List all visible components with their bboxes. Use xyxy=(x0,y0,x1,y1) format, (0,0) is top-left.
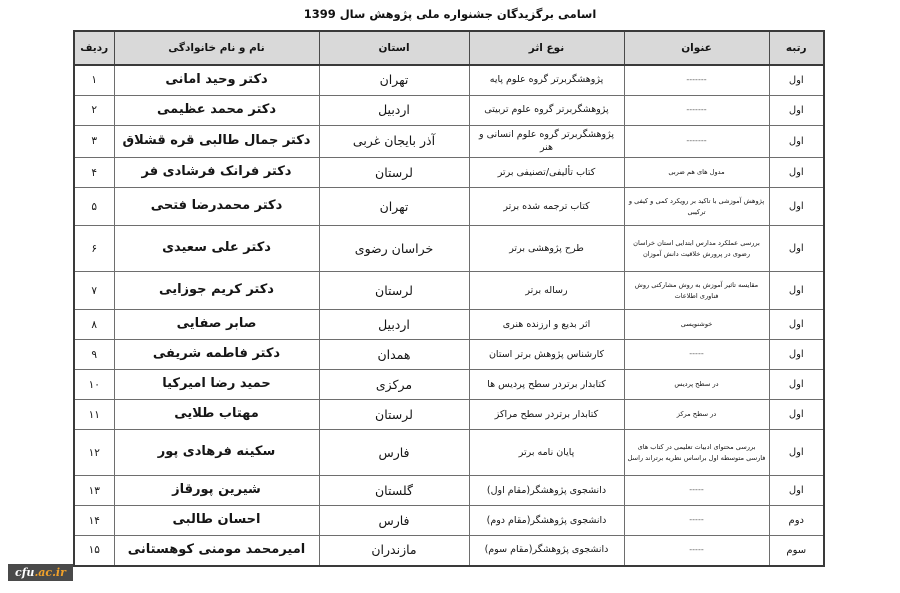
table-row xyxy=(74,506,824,536)
cell-province: لرستان xyxy=(319,400,469,430)
cell-rank: اول xyxy=(769,310,824,340)
award-table-container xyxy=(75,30,825,567)
page-title: اسامی برگزیدگان جشنواره ملی پژوهش سال 1399 xyxy=(303,7,597,21)
cell-name: احسان طالبی xyxy=(114,506,319,536)
cell-rank: اول xyxy=(769,430,824,476)
column-header-province: استان xyxy=(319,31,469,65)
cell-name: دکتر وحید امانی xyxy=(114,65,319,95)
cell-province: تهران xyxy=(319,188,469,226)
table-row xyxy=(74,226,824,272)
cell-rank: اول xyxy=(769,340,824,370)
cell-name: صابر صفایی xyxy=(114,310,319,340)
cell-radif: ۱۲ xyxy=(74,430,114,476)
cell-title: ----- xyxy=(624,476,769,506)
cell-radif: ۲ xyxy=(74,95,114,125)
cell-type: پایان نامه برتر xyxy=(469,430,624,476)
cell-title: ------- xyxy=(624,95,769,125)
cell-title: ----- xyxy=(624,536,769,566)
cell-radif: ۶ xyxy=(74,226,114,272)
table-row xyxy=(74,400,824,430)
cell-title: مدول های هم ضربی xyxy=(624,158,769,188)
cell-title: مقایسه تاثیر آموزش به روش مشارکتی روش فناوری اطلاعات xyxy=(624,272,769,310)
cell-rank: اول xyxy=(769,476,824,506)
table-row xyxy=(74,430,824,476)
column-header-title: عنوان xyxy=(624,31,769,65)
cell-type: دانشجوی پژوهشگر(مقام سوم) xyxy=(469,536,624,566)
table-row xyxy=(74,340,824,370)
cell-type: رساله برتر xyxy=(469,272,624,310)
cell-type: کتاب ترجمه شده برتر xyxy=(469,188,624,226)
cell-radif: ۹ xyxy=(74,340,114,370)
cell-name: دکتر فاطمه شریفی xyxy=(114,340,319,370)
cell-title: ----- xyxy=(624,506,769,536)
cell-radif: ۳ xyxy=(74,125,114,158)
cell-type: پژوهشگربرتر گروه علوم پایه xyxy=(469,65,624,95)
table-body xyxy=(74,65,824,566)
cell-title: خوشنویسی xyxy=(624,310,769,340)
table-header xyxy=(74,31,824,65)
cell-province: مازندران xyxy=(319,536,469,566)
cell-rank: اول xyxy=(769,158,824,188)
cell-title: ------- xyxy=(624,125,769,158)
cell-radif: ۴ xyxy=(74,158,114,188)
cell-name: مهتاب طلایی xyxy=(114,400,319,430)
watermark-primary: cfu xyxy=(15,566,35,579)
cell-radif: ۱ xyxy=(74,65,114,95)
cell-name: دکتر محمد عظیمی xyxy=(114,95,319,125)
cell-province: آذر بایجان غربی xyxy=(319,125,469,158)
cell-name: دکتر جمال طالبی قره قشلاق xyxy=(114,125,319,158)
table-row xyxy=(74,536,824,566)
cell-name: دکتر محمدرضا فتحی xyxy=(114,188,319,226)
cell-province: تهران xyxy=(319,65,469,95)
cell-province: همدان xyxy=(319,340,469,370)
cell-radif: ۸ xyxy=(74,310,114,340)
watermark-secondary: .ac.ir xyxy=(34,566,66,579)
cell-province: گلستان xyxy=(319,476,469,506)
cell-name: دکتر کریم جوزایی xyxy=(114,272,319,310)
cell-name: دکتر فرانک فرشادی فر xyxy=(114,158,319,188)
table-row xyxy=(74,65,824,95)
cell-radif: ۱۵ xyxy=(74,536,114,566)
cell-type: کتاب تألیفی/تصنیفی برتر xyxy=(469,158,624,188)
cell-name: شیرین پورقاز xyxy=(114,476,319,506)
cell-rank: اول xyxy=(769,65,824,95)
cell-rank: سوم xyxy=(769,536,824,566)
cell-province: اردبیل xyxy=(319,95,469,125)
award-table xyxy=(73,30,825,567)
cell-province: لرستان xyxy=(319,158,469,188)
cell-rank: اول xyxy=(769,272,824,310)
table-header-row xyxy=(74,31,824,65)
column-header-type: نوع اثر xyxy=(469,31,624,65)
cell-title: ----- xyxy=(624,340,769,370)
cell-title: در سطح مرکز xyxy=(624,400,769,430)
cell-province: خراسان رضوی xyxy=(319,226,469,272)
cell-type: کتابدار برتردر سطح مراکز xyxy=(469,400,624,430)
cell-type: دانشجوی پژوهشگر(مقام اول) xyxy=(469,476,624,506)
cell-radif: ۱۴ xyxy=(74,506,114,536)
cell-type: طرح پژوهشی برتر xyxy=(469,226,624,272)
cell-radif: ۵ xyxy=(74,188,114,226)
cell-name: امیرمحمد مومنی کوهستانی xyxy=(114,536,319,566)
cell-name: حمید رضا امیرکیا xyxy=(114,370,319,400)
cell-title: ------- xyxy=(624,65,769,95)
cell-title: بررسی محتوای ادبیات تعلیمی در کتاب های فارسی متوسطه اول براساس نظریه برتراند راسل xyxy=(624,430,769,476)
table-row xyxy=(74,125,824,158)
cell-type: دانشجوی پژوهشگر(مقام دوم) xyxy=(469,506,624,536)
cell-rank: اول xyxy=(769,370,824,400)
table-row xyxy=(74,158,824,188)
cell-title: پژوهش آموزشی با تاکید بر رویکرد کمی و کیفی و ترکیبی xyxy=(624,188,769,226)
column-header-name: نام و نام خانوادگی xyxy=(114,31,319,65)
cell-name: سکینه فرهادی پور xyxy=(114,430,319,476)
cell-rank: اول xyxy=(769,226,824,272)
cell-radif: ۱۰ xyxy=(74,370,114,400)
cell-type: پژوهشگربرتر گروه علوم تربیتی xyxy=(469,95,624,125)
cell-name: دکتر علی سعیدی xyxy=(114,226,319,272)
cell-radif: ۷ xyxy=(74,272,114,310)
cell-rank: اول xyxy=(769,188,824,226)
cell-title: در سطح پردیس xyxy=(624,370,769,400)
column-header-rank: رتبه xyxy=(769,31,824,65)
table-row xyxy=(74,476,824,506)
cell-province: فارس xyxy=(319,430,469,476)
table-row xyxy=(74,95,824,125)
cell-province: اردبیل xyxy=(319,310,469,340)
table-row xyxy=(74,310,824,340)
cell-rank: اول xyxy=(769,95,824,125)
cell-type: پژوهشگربرتر گروه علوم انسانی و هنر xyxy=(469,125,624,158)
cell-type: کتابدار برتردر سطح پردیس ها xyxy=(469,370,624,400)
cell-province: فارس xyxy=(319,506,469,536)
cell-type: کارشناس پژوهش برتر استان xyxy=(469,340,624,370)
cell-title: بررسی عملکرد مدارس ابتدایی استان خراسان رضوی در پرورش خلاقیت دانش آموزان xyxy=(624,226,769,272)
cell-radif: ۱۱ xyxy=(74,400,114,430)
table-row xyxy=(74,370,824,400)
cell-rank: دوم xyxy=(769,506,824,536)
cell-type: اثر بدیع و ارزنده هنری xyxy=(469,310,624,340)
table-row xyxy=(74,188,824,226)
cell-rank: اول xyxy=(769,125,824,158)
cell-radif: ۱۳ xyxy=(74,476,114,506)
cell-province: مرکزی xyxy=(319,370,469,400)
column-header-radif: ردیف xyxy=(74,31,114,65)
cell-province: لرستان xyxy=(319,272,469,310)
cell-rank: اول xyxy=(769,400,824,430)
site-watermark xyxy=(8,564,73,581)
table-row xyxy=(74,272,824,310)
